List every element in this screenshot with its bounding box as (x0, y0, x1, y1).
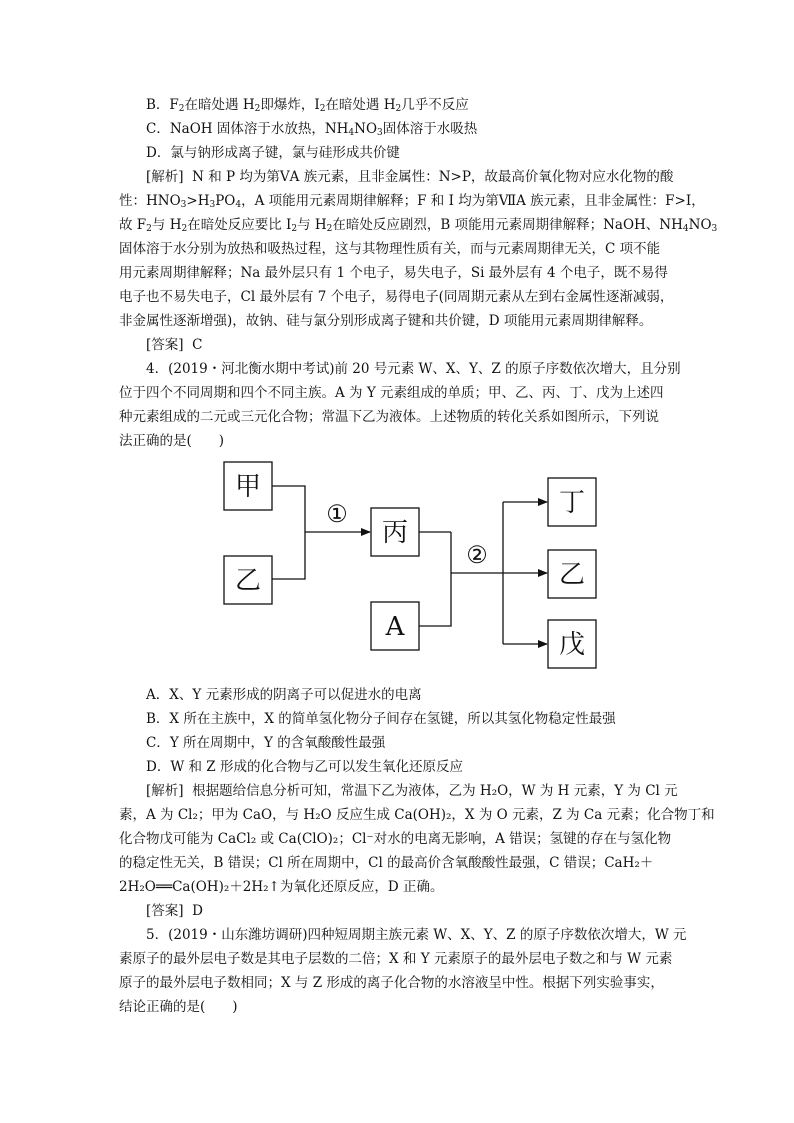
analysis-label: [解析] (146, 783, 184, 799)
q4-option-a: A．X、Y 元素形成的阴离子可以促进水的电离 (146, 687, 422, 703)
q4-option-c: C．Y 所在周期中，Y 的含氧酸酸性最强 (146, 735, 386, 751)
q4-analysis-line-4: 的稳定性无关，B 错误；Cl 所在周期中，Cl 的最高价含氧酸酸性最强，C 错误；CaH₂＋ (119, 855, 654, 871)
q4-stem-line-4: 法正确的是( ) (119, 433, 225, 449)
label-step1: ① (326, 500, 348, 528)
q3-analysis-line-6: 电子也不易失电子，Cl 最外层有 7 个电子，易得电子(同周期元素从左到右金属性逐渐减弱， (119, 289, 674, 305)
q4-analysis-line-2: 素，A 为 Cl₂；甲为 CaO，与 H₂O 反应生成 Ca(OH)₂，X 为 O 元素，Z 为 Ca 元素；化合物丁和 (119, 807, 715, 823)
label-step2: ② (466, 541, 488, 569)
q4-analysis-line-5: 2H₂O══Ca(OH)₂＋2H₂↑为氧化还原反应，D 正确。 (119, 879, 444, 895)
label-wu: 戊 (558, 630, 586, 660)
q4-option-b: B．X 所在主族中，X 的简单氢化物分子间存在氢键，所以其氢化物稳定性最强 (146, 711, 616, 727)
label-yi-left: 乙 (234, 566, 262, 596)
q3-analysis-line-7: 非金属性逐渐增强)，故钠、硅与氯分别形成离子键和共价键，D 项能用元素周期律解释。 (119, 313, 653, 329)
connector-middle (419, 573, 451, 626)
q3-option-c: C．NaOH 固体溶于水放热，$NH_4NO_3$固体溶于水吸热 (146, 121, 478, 138)
label-ding: 丁 (558, 488, 586, 518)
q3-analysis-line-1: [解析] N 和 P 均为第ⅤA 族元素，且非金属性：N>P，故最高价氧化物对应水化物的酸 (146, 169, 674, 185)
label-bing: 丙 (381, 518, 409, 548)
q3-option-d: D．氯与钠形成离子键，氯与硅形成共价键 (146, 145, 400, 161)
q4-stem-line-1: 4．(2019・河北衡水期中考试)前 20 号元素 W、X、Y、Z 的原子序数依次增大，且分别 (146, 361, 681, 377)
q3-option-b: B．$F_2$在暗处遇 $H_2$即爆炸，$I_2$在暗处遇 $H_2$几乎不反应 (146, 97, 469, 114)
q4-analysis-line-1: [解析] 根据题给信息分析可知，常温下乙为液体，乙为 H₂O，W 为 H 元素，Y 为 Cl 元 (146, 783, 678, 799)
q4-answer (146, 900, 706, 922)
q3-analysis-line-4: 固体溶于水分别为放热和吸热过程，这与其物理性质有关，而与元素周期律无关，C 项不能 (119, 241, 661, 257)
q4-stem-line-2: 位于四个不同周期和四个不同主族。A 为 Y 元素组成的单质；甲、乙、丙、丁、戊为上述四 (119, 385, 664, 401)
label-jia: 甲 (234, 472, 262, 502)
q4-analysis-line-3: 化合物戊可能为 CaCl₂ 或 Ca(ClO)₂；Cl⁻对水的电离无影响，A 错误；氢键的存在与氢化物 (119, 831, 672, 847)
answer-value: C (192, 337, 203, 353)
q3-analysis-line-2: 性：$HNO_3>H_3PO_4$，A 项能用元素周期律解释；F 和 I 均为第ⅦA 族元素，且非金属性：F>I， (119, 193, 705, 210)
q3-analysis-line-5: 用元素周期律解释；Na 最外层只有 1 个电子，易失电子，Si 最外层有 4 个电子，既不易得 (119, 265, 668, 281)
answer-label: [答案] (146, 337, 184, 353)
q5-stem-line-2: 素原子的最外层电子数是其电子层数的二倍；X 和 Y 元素原子的最外层电子数之和与 W 元素 (119, 951, 673, 967)
q5-stem-line-4: 结论正确的是( ) (119, 999, 238, 1015)
q4-option-d: D．W 和 Z 形成的化合物与乙可以发生氧化还原反应 (146, 759, 463, 775)
q3-analysis-line-3: 故 $F_2$与 $H_2$在暗处反应要比 $I_2$与 $H_2$在暗处反应剧烈，B 项能用元素周期律解释；NaOH、$NH_4NO_3$ (119, 217, 718, 234)
q4-stem-line-3: 种元素组成的二元或三元化合物；常温下乙为液体。上述物质的转化关系如图所示，下列说 (119, 409, 659, 425)
label-yi-right: 乙 (558, 560, 586, 590)
label-a: A (385, 612, 405, 642)
connector-left (272, 486, 305, 579)
q5-stem-line-1: 5．(2019・山东潍坊调研)四种短周期主族元素 W、X、Y、Z 的原子序数依次增大，W 元 (146, 927, 687, 943)
answer-value: D (192, 903, 203, 919)
answer-label: [答案] (146, 903, 184, 919)
analysis-label: [解析] (146, 169, 184, 185)
q5-stem-line-3: 原子的最外层电子数相同；X 与 Z 形成的离子化合物的水溶液呈中性。根据下列实验事实， (119, 975, 664, 991)
